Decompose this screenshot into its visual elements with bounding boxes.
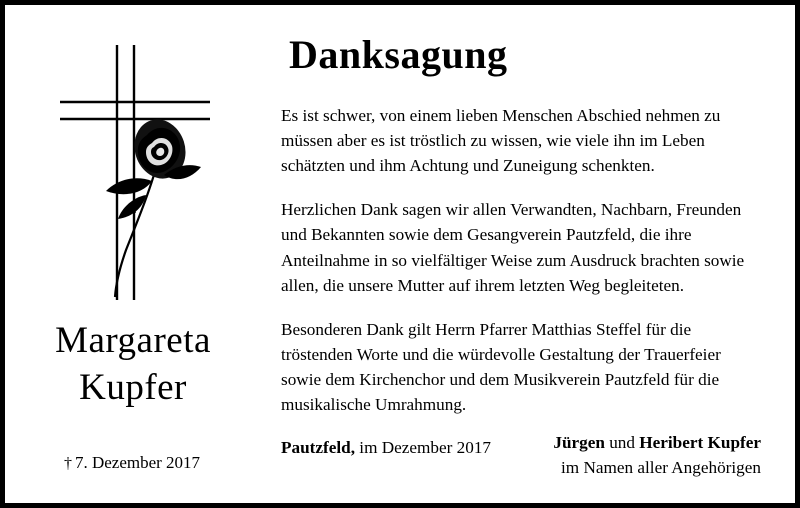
place-name: Pautzfeld, <box>281 438 355 458</box>
signature-name-1: Jürgen <box>553 433 605 453</box>
signature-subtitle: im Namen aller Angehörigen <box>561 458 761 478</box>
death-date-value: 7. Dezember 2017 <box>74 453 201 472</box>
paragraph-1: Es ist schwer, von einem lieben Menschen Abschied nehmen zu müssen aber es ist tröstlich zu wissen, wie viele ihn im Leben schätzten und ihm Achtung und Zuneigung schenkten. <box>281 106 721 176</box>
paragraph-3: Besonderen Dank gilt Herrn Pfarrer Matthias Steffel für die tröstenden Worte und die würdevolle Gestaltung der Trauerfeier sowie dem Kirchenchor und dem Musikverein Pautzfeld für die musikalische Umrahmung. <box>281 319 721 415</box>
deceased-first-name: Margareta <box>55 320 211 361</box>
signature-conjunction: und <box>604 433 640 453</box>
signature-names <box>553 431 761 456</box>
death-date-line <box>5 453 259 473</box>
page-title: Danksagung <box>289 32 508 77</box>
cross-with-rose-icon <box>60 45 210 300</box>
deceased-last-name: Kupfer <box>79 367 187 409</box>
right-panel <box>267 5 795 503</box>
dagger-icon: † <box>63 455 72 472</box>
left-panel <box>5 5 267 503</box>
signature-block <box>553 431 761 481</box>
deceased-name <box>5 317 261 412</box>
signature-name-2: Heribert Kupfer <box>639 433 761 453</box>
place-date: im Dezember 2017 <box>355 438 492 458</box>
paragraph-2: Herzlichen Dank sagen wir allen Verwandten, Nachbarn, Freunden und Bekannten sowie dem Gesangverein Pautzfeld, die ihre Anteilnahme in so vielfältiger Weise zum Ausdruck brachten sowie allen, die unsere Mutter auf ihrem letzten Weg begleiteten. <box>281 200 745 295</box>
